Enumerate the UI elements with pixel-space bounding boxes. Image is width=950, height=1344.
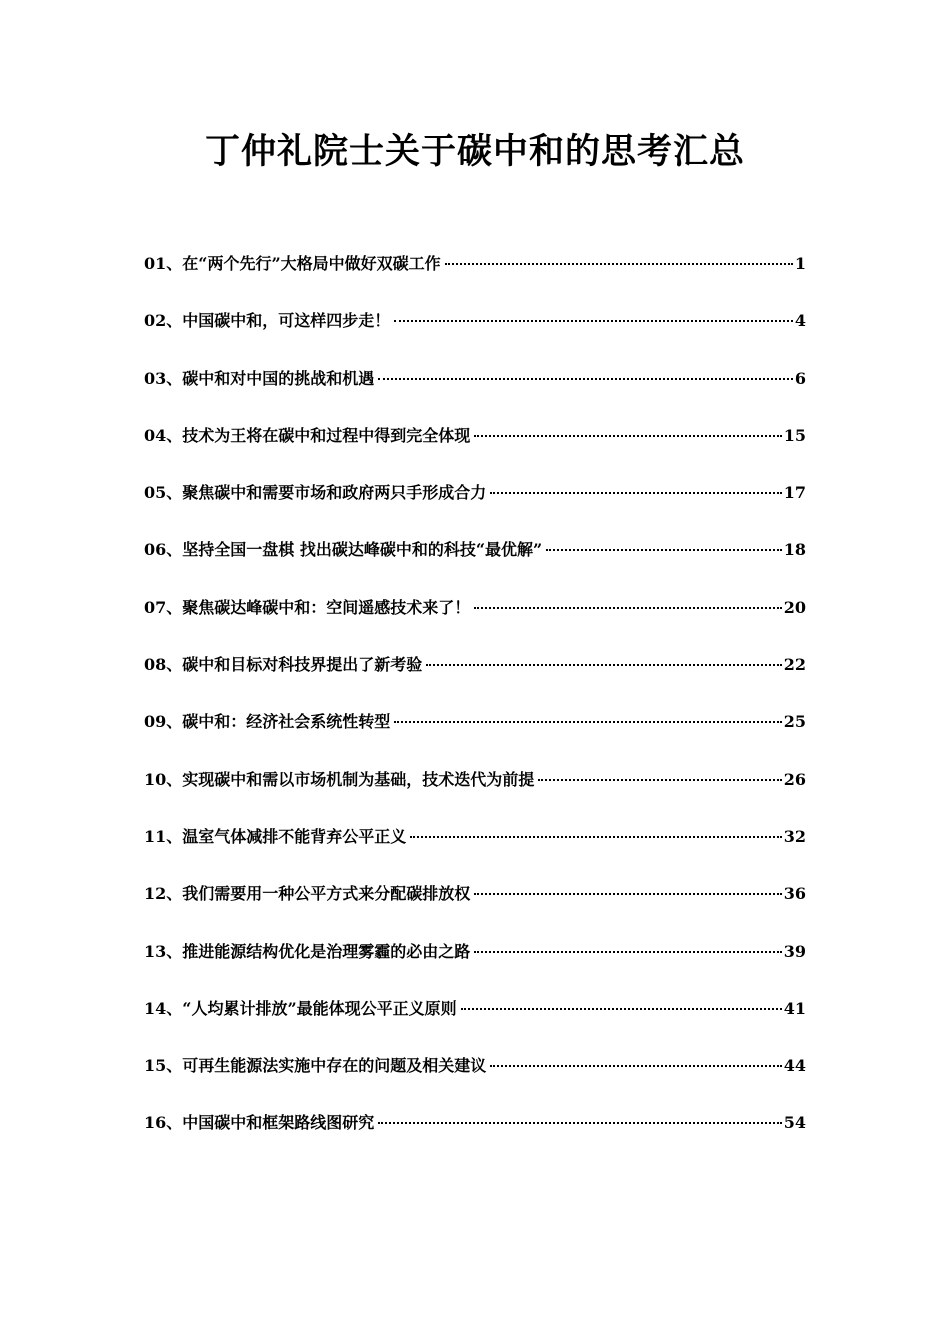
toc-dot-leader (394, 721, 781, 723)
toc-entry-page: 36 (783, 884, 806, 904)
toc-entry-label: 15、可再生能源法实施中存在的问题及相关建议 (144, 1056, 487, 1076)
toc-entry[interactable] (144, 1109, 806, 1166)
toc-entry-page: 44 (783, 1056, 806, 1076)
toc-dot-leader (474, 893, 781, 895)
toc-entry[interactable] (144, 766, 806, 823)
toc-entry-page: 25 (783, 712, 806, 732)
toc-dot-leader (474, 435, 781, 437)
toc-entry-label: 02、中国碳中和，可这样四步走！ (144, 311, 391, 331)
toc-entry-page: 6 (794, 368, 806, 388)
toc-entry[interactable] (144, 422, 806, 479)
toc-entry[interactable] (144, 307, 806, 364)
toc-entry[interactable] (144, 651, 806, 708)
toc-entry-label: 13、推进能源结构优化是治理雾霾的必由之路 (144, 941, 471, 961)
toc-entry-page: 39 (783, 941, 806, 961)
toc-entry-page: 17 (783, 483, 806, 503)
toc-entry-page: 18 (783, 540, 806, 560)
toc-entry-page: 15 (783, 425, 806, 445)
toc-entry-page: 32 (783, 826, 806, 846)
toc-entry[interactable] (144, 250, 806, 307)
toc-entry-page: 41 (783, 998, 806, 1018)
toc-entry-label: 12、我们需要用一种公平方式来分配碳排放权 (144, 884, 471, 904)
toc-entry-page: 54 (783, 1113, 806, 1133)
toc-entry-label: 05、聚焦碳中和需要市场和政府两只手形成合力 (144, 483, 487, 503)
toc-entry[interactable] (144, 880, 806, 937)
toc-entry-label: 11、温室气体减排不能背弃公平正义 (144, 826, 407, 846)
toc-dot-leader (490, 1065, 781, 1067)
toc-entry-label: 06、坚持全国一盘棋 找出碳达峰碳中和的科技“最优解” (144, 540, 543, 560)
toc-entry-page: 26 (783, 769, 806, 789)
toc-entry[interactable] (144, 938, 806, 995)
toc-entry-label: 08、碳中和目标对科技界提出了新考验 (144, 655, 423, 675)
toc-entry[interactable] (144, 1052, 806, 1109)
document-title: 丁仲礼院士关于碳中和的思考汇总 (204, 132, 745, 172)
toc-dot-leader (394, 320, 793, 322)
toc-entry-label: 09、碳中和：经济社会系统性转型 (144, 712, 391, 732)
toc-dot-leader (378, 378, 793, 380)
toc-dot-leader (538, 779, 781, 781)
toc-entry[interactable] (144, 536, 806, 593)
toc-dot-leader (426, 664, 781, 666)
toc-dot-leader (490, 492, 781, 494)
toc-dot-leader (378, 1122, 781, 1124)
toc-entry-label: 07、聚焦碳达峰碳中和：空间遥感技术来了！ (144, 597, 471, 617)
toc-entry[interactable] (144, 365, 806, 422)
toc-entry[interactable] (144, 708, 806, 765)
toc-entry[interactable] (144, 594, 806, 651)
toc-entry-page: 4 (794, 311, 806, 331)
toc-dot-leader (461, 1008, 782, 1010)
toc-entry-label: 16、中国碳中和框架路线图研究 (144, 1113, 375, 1133)
toc-dot-leader (410, 836, 781, 838)
toc-dot-leader (474, 607, 781, 609)
toc-entry[interactable] (144, 823, 806, 880)
toc-dot-leader (445, 263, 793, 265)
toc-entry[interactable] (144, 995, 806, 1052)
toc-entry-label: 14、“人均累计排放”最能体现公平正义原则 (144, 998, 457, 1018)
toc-dot-leader (546, 549, 781, 551)
toc-entry-label: 03、碳中和对中国的挑战和机遇 (144, 368, 375, 388)
toc-entry-label: 01、在“两个先行”大格局中做好双碳工作 (144, 254, 441, 273)
toc-entry-label: 04、技术为王将在碳中和过程中得到完全体现 (144, 425, 471, 445)
toc-entry[interactable] (144, 479, 806, 536)
toc-entry-page: 1 (794, 254, 806, 273)
toc-entry-page: 22 (783, 655, 806, 675)
table-of-contents (144, 250, 806, 1167)
toc-dot-leader (474, 951, 781, 953)
toc-entry-label: 10、实现碳中和需以市场机制为基础，技术迭代为前提 (144, 769, 535, 789)
toc-entry-page: 20 (783, 597, 806, 617)
